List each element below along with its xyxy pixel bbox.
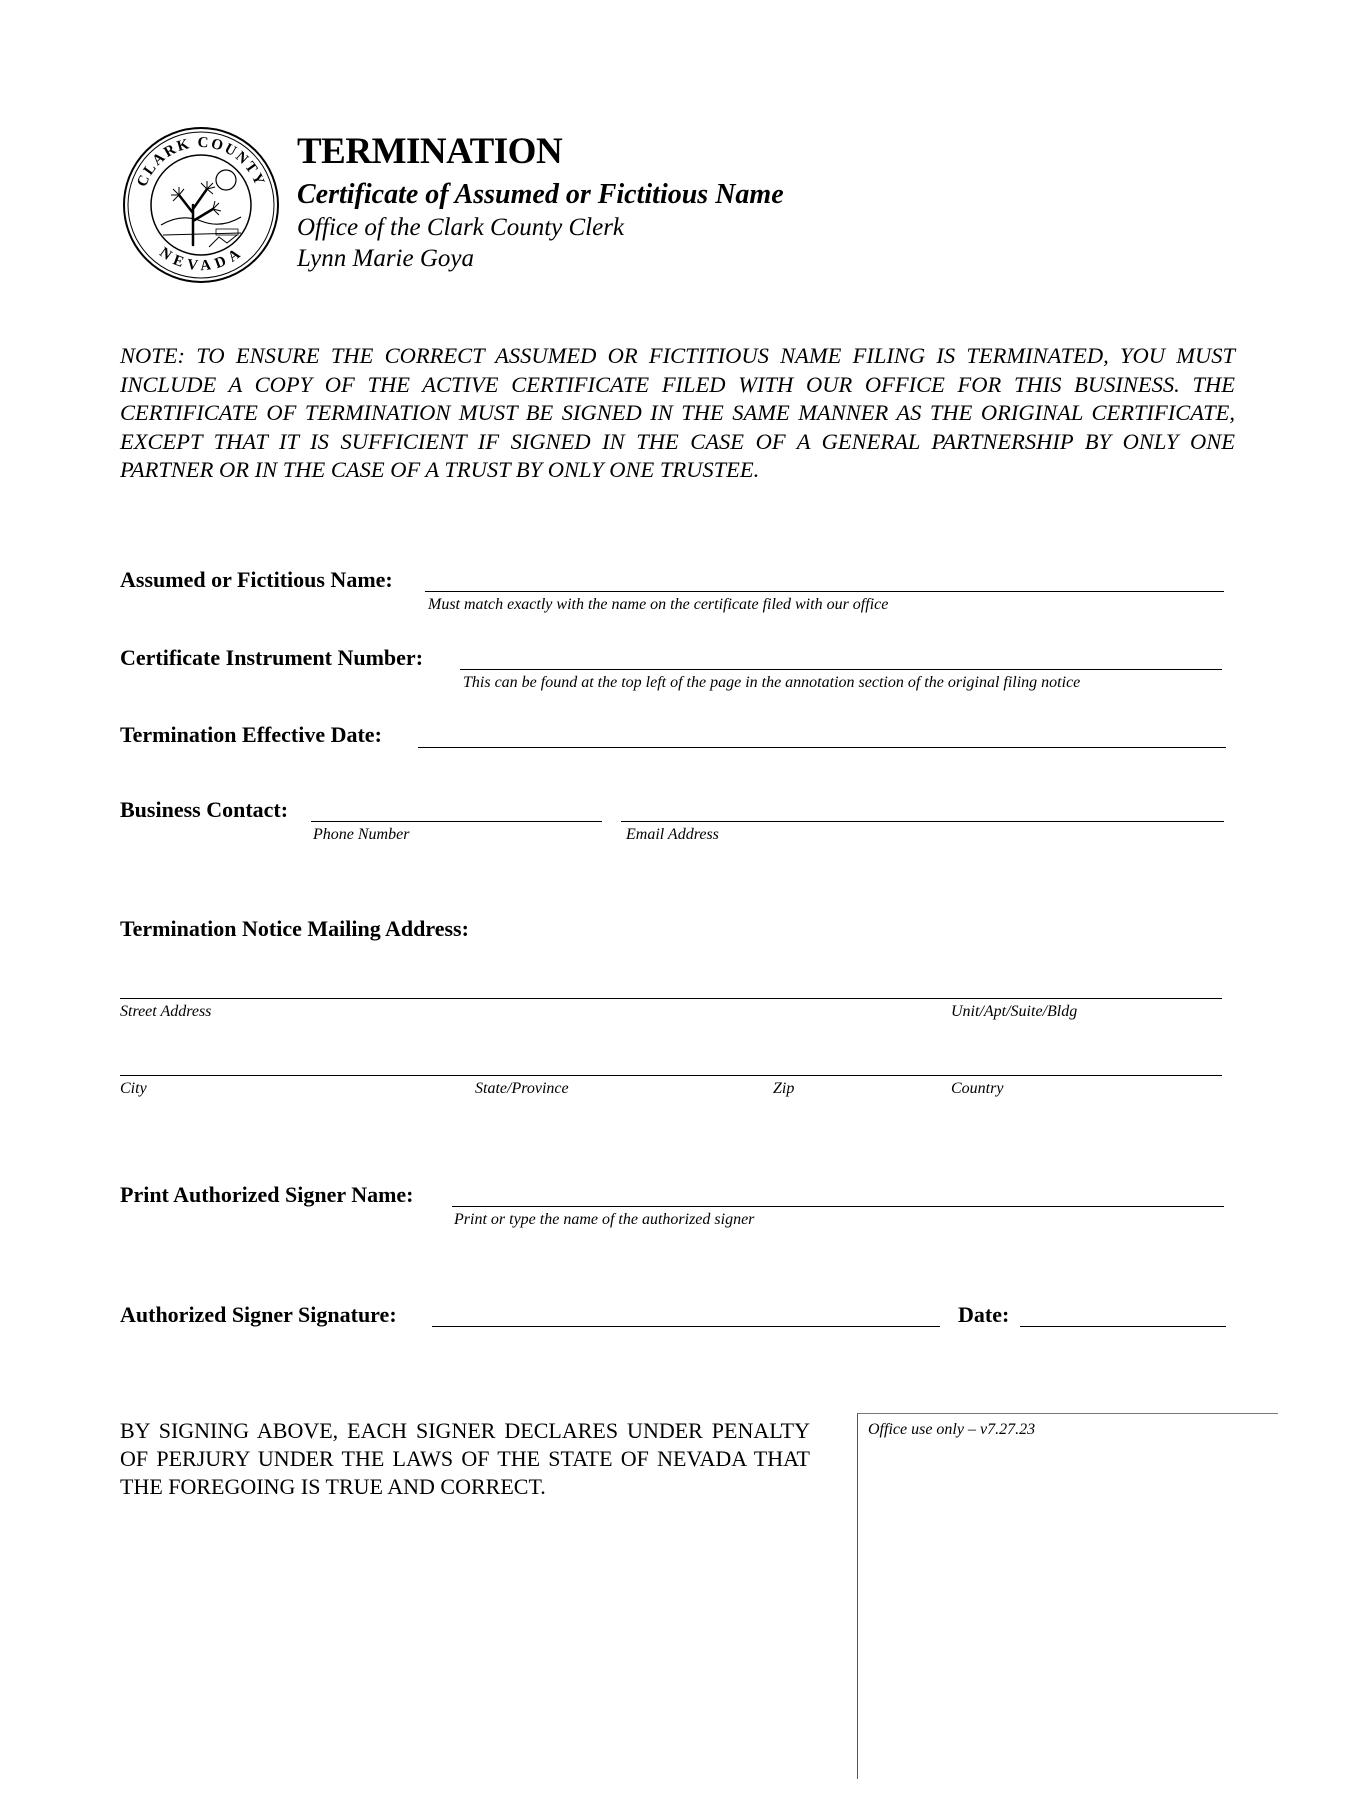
assumed-name-hint: Must match exactly with the name on the certificate filed with our office (428, 596, 889, 613)
instrument-number-field[interactable] (460, 669, 1222, 670)
email-address-field[interactable] (621, 821, 1224, 822)
seal-text-bottom: NEVADA (156, 244, 246, 275)
office-use-box (857, 1413, 1278, 1779)
signature-field[interactable] (432, 1326, 940, 1327)
date-field[interactable] (1020, 1326, 1226, 1327)
clark-county-seal-icon (121, 125, 281, 285)
mailing-address-label: Termination Notice Mailing Address: (120, 916, 469, 941)
signer-name-field[interactable] (452, 1206, 1224, 1207)
page-subtitle: Certificate of Assumed or Fictitious Name (297, 179, 784, 210)
signer-name-label: Print Authorized Signer Name: (120, 1182, 414, 1207)
perjury-declaration: BY SIGNING ABOVE, EACH SIGNER DECLARES UNDER PENALTY OF PERJURY UNDER THE LAWS OF THE STATE OF NEVADA THAT THE FOREGOING IS TRUE AND CORRECT. (120, 1418, 810, 1499)
effective-date-label: Termination Effective Date: (120, 722, 382, 747)
state-province-hint: State/Province (475, 1080, 569, 1097)
city-hint: City (120, 1080, 147, 1097)
country-hint: Country (951, 1080, 1004, 1097)
instrument-number-hint: This can be found at the top left of the page in the annotation section of the original filing notice (463, 674, 1081, 691)
unit-hint: Unit/Apt/Suite/Bldg (951, 1003, 1078, 1020)
office-use-label: Office use only – v7.27.23 (868, 1421, 1036, 1438)
effective-date-field[interactable] (418, 747, 1226, 748)
svg-text:NEVADA (156, 245, 245, 275)
email-address-hint: Email Address (626, 826, 719, 843)
assumed-name-label: Assumed or Fictitious Name: (120, 567, 393, 592)
zip-hint: Zip (773, 1080, 795, 1097)
date-label: Date: (958, 1302, 1010, 1327)
phone-number-field[interactable] (311, 821, 602, 822)
office-name: Office of the Clark County Clerk (297, 214, 625, 241)
street-address-hint: Street Address (120, 1003, 212, 1020)
assumed-name-field[interactable] (425, 591, 1224, 592)
street-address-field[interactable] (120, 998, 1222, 999)
city-state-zip-country-field[interactable] (120, 1075, 1222, 1076)
instrument-number-label: Certificate Instrument Number: (120, 645, 424, 670)
business-contact-label: Business Contact: (120, 797, 289, 822)
signature-label: Authorized Signer Signature: (120, 1302, 397, 1327)
instructions-note: NOTE: TO ENSURE THE CORRECT ASSUMED OR FICTITIOUS NAME FILING IS TERMINATED, YOU MUST INCLUDE A COPY OF THE ACTIVE CERTIFICATE FILED WITH OUR OFFICE FOR THIS BUSINESS. THE CERTIFICATE OF TERMINATION MUST BE SIGNED IN THE SAME MANNER AS THE ORIGINAL CERTIFICATE, EXCEPT THAT IT IS SUFFICIENT IF SIGNED IN THE CASE OF A GENERAL PARTNERSHIP BY ONLY ONE PARTNER OR IN THE CASE OF A TRUST BY ONLY ONE TRUSTEE. (120, 343, 1235, 482)
clerk-name: Lynn Marie Goya (297, 245, 475, 272)
phone-number-hint: Phone Number (313, 826, 410, 843)
page-title: TERMINATION (297, 131, 563, 172)
seal-text-top: CLARK COUNTY (134, 134, 268, 190)
signer-name-hint: Print or type the name of the authorized signer (454, 1211, 755, 1228)
